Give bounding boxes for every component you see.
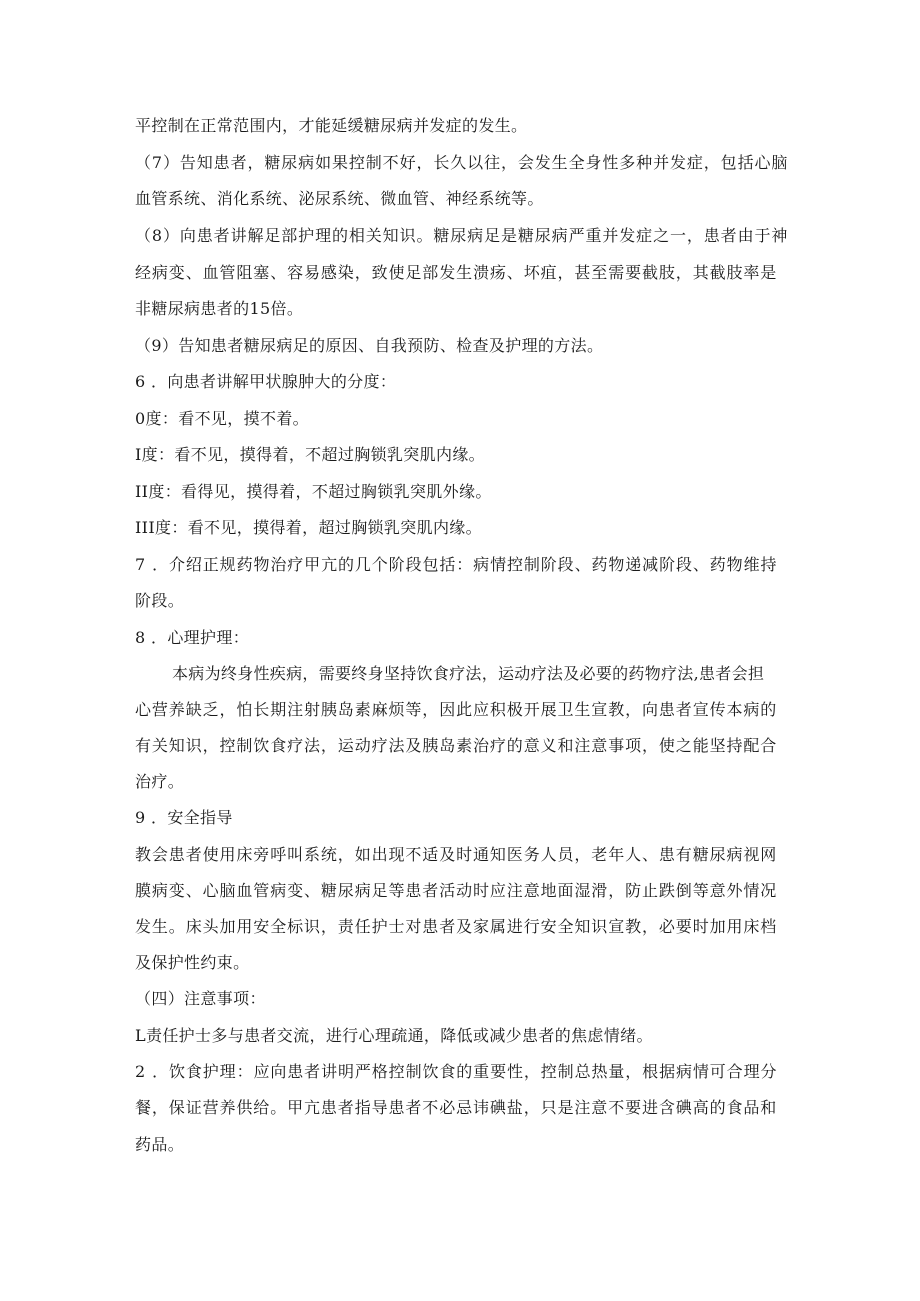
- section-heading: 9 ．安全指导: [135, 808, 233, 827]
- text-line: 发生。床头加用安全标识，责任护士对患者及家属进行安全知识宣教，必要时加用床档: [135, 917, 778, 936]
- text-line: 本病为终身性疾病，需要终身坚持饮食疗法，运动疗法及必要的药物疗法,患者会担: [172, 664, 765, 683]
- text-line: 及保护性约束。: [135, 953, 250, 972]
- section-heading: 8 ．心理护理：: [135, 628, 250, 647]
- text-line: 心营养缺乏，怕长期注射胰岛素麻烦等，因此应积极开展卫生宣教，向患者宣传本病的: [135, 700, 778, 719]
- text-line: （9）告知患者糖尿病足的原因、自我预防、检查及护理的方法。: [135, 336, 604, 355]
- text-line: 教会患者使用床旁呼叫系统，如出现不适及时通知医务人员，老年人、患有糖尿病视网: [135, 845, 778, 864]
- text-line: 膜病变、心脑血管病变、糖尿病足等患者活动时应注意地面湿滑，防止跌倒等意外情况: [135, 881, 778, 900]
- text-line: （8）向患者讲解足部护理的相关知识。糖尿病足是糖尿病严重并发症之一，患者由于神: [135, 226, 789, 245]
- text-line: III度：看不见，摸得着，超过胸锁乳突肌内缘。: [135, 518, 483, 537]
- text-line: II度：看得见，摸得着，不超过胸锁乳突肌外缘。: [135, 482, 492, 501]
- text-line: 非糖尿病患者的15倍。: [135, 299, 304, 318]
- text-line: 平控制在正常范围内，才能延缓糖尿病并发症的发生。: [135, 116, 528, 135]
- text-line: 药品。: [135, 1135, 185, 1154]
- text-line: 治疗。: [135, 772, 185, 791]
- text-line: 餐，保证营养供给。甲亢患者指导患者不必忌讳碘盐，只是注意不要进含碘高的食品和: [135, 1098, 778, 1117]
- text-line: 血管系统、消化系统、泌尿系统、微血管、神经系统等。: [135, 189, 544, 208]
- section-heading: 6 ．向患者讲解甲状腺肿大的分度：: [135, 372, 397, 391]
- text-line: 有关知识，控制饮食疗法，运动疗法及胰岛素治疗的意义和注意事项，使之能坚持配合: [135, 736, 778, 755]
- text-line: 经病变、血管阻塞、容易感染，致使足部发生溃疡、坏疽，甚至需要截肢，其截肢率是: [135, 263, 778, 282]
- text-line: 阶段。: [135, 591, 185, 610]
- text-line: 2 ．饮食护理：应向患者讲明严格控制饮食的重要性，控制总热量，根据病情可合理分: [135, 1062, 778, 1081]
- text-line: （7）告知患者，糖尿病如果控制不好，长久以往，会发生全身性多种并发症，包括心脑: [135, 153, 789, 172]
- section-heading: （四）注意事项：: [135, 989, 266, 1008]
- text-line: I度：看不见，摸得着，不超过胸锁乳突肌内缘。: [135, 445, 486, 464]
- text-line: 0度：看不见，摸不着。: [135, 409, 310, 428]
- text-line: L责任护士多与患者交流，进行心理疏通，降低或减少患者的焦虑情绪。: [135, 1026, 653, 1045]
- section-heading: 7 ．介绍正规药物治疗甲亢的几个阶段包括：病情控制阶段、药物递减阶段、药物维持: [135, 555, 778, 574]
